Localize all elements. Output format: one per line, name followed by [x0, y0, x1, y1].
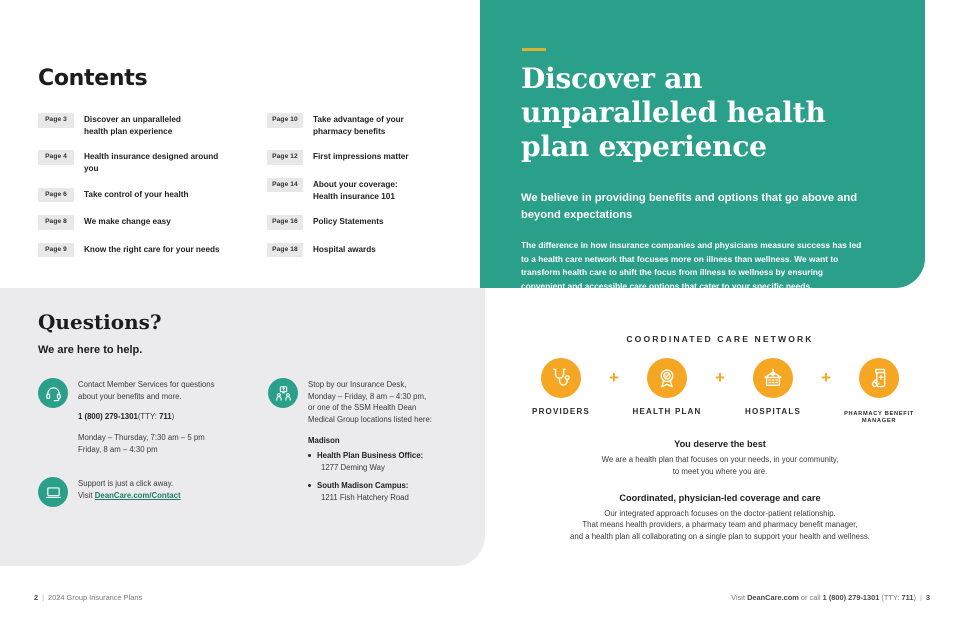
network-block-heading: You deserve the best [674, 439, 766, 450]
footer-right [731, 593, 930, 602]
footer-right-page: 3 [925, 593, 930, 602]
location-name: Health Plan Business Office: [317, 451, 424, 461]
page-title: Contents [38, 66, 148, 91]
footer-tty-prefix: (TTY: [879, 593, 902, 602]
location-list [308, 450, 432, 503]
footer-tty-suffix: ) [913, 593, 916, 602]
location-street: 1277 Deming Way [321, 463, 385, 473]
toc-entry-title: First impressions matter [313, 152, 409, 162]
toc-entry[interactable] [267, 243, 458, 258]
toc-page-badge: Page 12 [267, 150, 303, 165]
toc-page-badge: Page 4 [38, 150, 74, 165]
hours-line1: Monday – Thursday, 7:30 am – 5 pm [78, 433, 205, 443]
support-line1: Support is just a click away. [78, 479, 174, 489]
network-block-heading: Coordinated, physician-led coverage and care [619, 492, 821, 503]
member-services-block [38, 378, 250, 455]
insurance-desk-line4: Medical Group locations listed here: [308, 415, 432, 425]
questions-title: Questions? [38, 310, 162, 334]
member-services-line2: about your benefits and more. [78, 391, 182, 401]
network-node [625, 358, 709, 417]
tty-prefix: (TTY: [137, 412, 160, 422]
toc-entry-title: Take control of your health [84, 189, 189, 199]
questions-section [38, 310, 468, 531]
footer-left-page: 2 [34, 593, 39, 602]
toc-page-badge: Page 9 [38, 243, 74, 258]
support-block [38, 477, 250, 507]
pill-bottle-icon [859, 358, 899, 398]
footer-left-divider: | [42, 593, 45, 602]
hero-subtitle: We believe in providing benefits and options that go above and beyond expectations [521, 192, 858, 221]
questions-subtitle: We are here to help. [38, 344, 143, 356]
toc-entry[interactable] [38, 243, 229, 258]
location-name: South Madison Campus: [317, 480, 409, 490]
support-visit-row [78, 490, 181, 502]
network-node-label: HOSPITALS [745, 407, 801, 416]
toc-page-badge: Page 14 [267, 178, 303, 193]
award-badge-icon [647, 358, 687, 398]
toc-entry-title: Policy Statements [313, 217, 384, 227]
location-item [308, 480, 432, 503]
hours-line2: Friday, 8 am – 4:30 pm [78, 444, 158, 454]
gold-accent-dash [522, 48, 546, 51]
footer-visit-label: Visit [731, 593, 748, 602]
hero-body: The difference in how insurance companies and physicians measure success has led to a health care network that focuses more on illness than wellness. We want to transform health care to shift the focus from illness to wellness by ensuring convenient and accessible care options that cater to your specific needs. [521, 239, 862, 291]
network-block-body: Our integrated approach focuses on the doctor-patient relationship. That means health providers, a pharmacy team and pharmacy benefit manager, and a health plan all collaborating on a single plan to support your health and wellness. [570, 508, 870, 541]
people-question-icon [268, 378, 298, 408]
toc-entry[interactable] [38, 188, 229, 203]
footer-or-call: or call [798, 593, 823, 602]
toc-entry[interactable] [38, 113, 229, 137]
tty-suffix: ) [171, 412, 175, 422]
insurance-desk-line3: or one of the SSM Health Dean [308, 403, 417, 413]
network-node [837, 358, 921, 425]
tty-number: 711 [159, 412, 172, 422]
network-node-label: PHARMACY BENEFIT MANAGER [844, 411, 914, 425]
headset-icon [38, 378, 68, 408]
hero-content [521, 62, 881, 293]
network-node [731, 358, 815, 417]
network-title: COORDINATED CARE NETWORK [626, 334, 814, 344]
laptop-icon [38, 477, 68, 507]
toc-page-badge: Page 6 [38, 188, 74, 203]
coordinated-care-network [490, 334, 950, 543]
stethoscope-icon [541, 358, 581, 398]
network-node-label: PROVIDERS [532, 407, 590, 416]
toc-page-badge: Page 18 [267, 243, 303, 258]
toc-entry-title: Know the right care for your needs [84, 244, 220, 254]
toc-entry[interactable] [267, 215, 458, 230]
plus-separator-icon: + [715, 368, 725, 387]
footer-left [34, 593, 142, 602]
footer-phone: 1 (800) 279-1301 [822, 593, 880, 602]
network-node-label: HEALTH PLAN [632, 407, 702, 416]
table-of-contents [38, 66, 458, 270]
toc-column-left [38, 113, 229, 270]
footer-left-text: 2024 Group Insurance Plans [48, 593, 143, 602]
toc-page-badge: Page 16 [267, 215, 303, 230]
network-block-body: We are a health plan that focuses on your needs, in your community, to meet you where you are. [601, 455, 839, 476]
insurance-desk-line1: Stop by our Insurance Desk, [308, 380, 407, 389]
hero-title: Discover an unparalleled health plan experience [521, 62, 826, 164]
network-node [519, 358, 603, 417]
toc-page-badge: Page 8 [38, 215, 74, 230]
toc-column-right [267, 113, 458, 270]
footer-tty-number: 711 [901, 593, 914, 602]
member-services-phone-row [78, 411, 215, 423]
toc-page-badge: Page 10 [267, 113, 303, 128]
footer-site-link[interactable]: DeanCare.com [747, 593, 799, 602]
toc-entry-title: Take advantage of your pharmacy benefits [313, 115, 404, 136]
insurance-desk-line2: Monday – Friday, 8 am – 4:30 pm, [308, 391, 427, 401]
network-nodes [490, 358, 950, 425]
toc-entry-title: About your coverage: Health insurance 101 [313, 179, 398, 201]
member-services-phone: 1 (800) 279-1301 [78, 412, 138, 422]
hospital-icon [753, 358, 793, 398]
location-item [308, 450, 432, 473]
toc-entry-title: We make change easy [84, 217, 171, 227]
toc-entry-title: Hospital awards [313, 244, 376, 254]
toc-page-badge: Page 3 [38, 113, 74, 128]
toc-entry[interactable] [267, 178, 458, 202]
toc-entry[interactable] [38, 150, 229, 174]
plus-separator-icon: + [609, 368, 619, 387]
deancare-contact-link[interactable]: DeanCare.com/Contact [94, 491, 181, 501]
toc-entry-title: Health insurance designed around you [84, 152, 219, 173]
toc-entry[interactable] [267, 150, 458, 165]
plus-separator-icon: + [821, 368, 831, 387]
member-services-line1: Contact Member Services for questions [78, 380, 215, 389]
toc-entry[interactable] [38, 215, 229, 230]
city-name: Madison [308, 435, 340, 445]
toc-entry-title: Discover an unparalleled health plan experience [84, 115, 181, 136]
network-text-blocks [490, 439, 950, 542]
insurance-desk-block [268, 378, 468, 509]
footer-right-divider: | [919, 593, 922, 602]
location-street: 1211 Fish Hatchery Road [321, 492, 409, 502]
support-visit-prefix: Visit [78, 491, 95, 501]
toc-entry[interactable] [267, 113, 458, 137]
